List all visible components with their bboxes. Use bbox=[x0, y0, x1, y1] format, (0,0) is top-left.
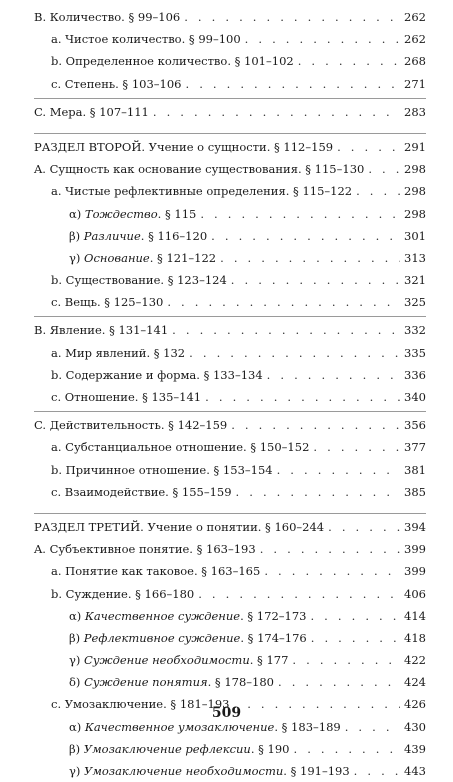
toc-entry[interactable] bbox=[34, 364, 426, 386]
toc-page-number: 325 bbox=[404, 295, 426, 310]
toc-entry-title: Качественное умозаключение bbox=[84, 719, 275, 734]
toc-entry[interactable] bbox=[34, 481, 426, 503]
toc-entry-marker: γ) bbox=[69, 764, 81, 778]
toc-entry-label: a. Чистые рефлективные определения. § 115–122 bbox=[51, 184, 353, 199]
toc-entry-label bbox=[69, 247, 216, 269]
dot-leader bbox=[184, 6, 400, 28]
toc-entry-paragraphs: . § 115 bbox=[157, 206, 197, 221]
toc-entry-paragraphs: . § 172–173 bbox=[240, 608, 307, 623]
toc-entry-paragraphs: . § 121–122 bbox=[149, 250, 217, 265]
toc-entry-title: Умозаключение рефлексии bbox=[83, 741, 251, 756]
toc-entry-title: Тождество bbox=[84, 206, 158, 221]
toc-entry-label: РАЗДЕЛ ТРЕТИЙ. Учение о понятии. § 160–244 bbox=[34, 519, 325, 534]
toc-entry-label: b. Существование. § 123–124 bbox=[51, 273, 227, 288]
toc-entry[interactable] bbox=[34, 560, 426, 582]
toc-page-number: 335 bbox=[404, 345, 426, 360]
toc-entry-title: Суждение необходимости bbox=[84, 653, 250, 668]
toc-entry-label: A. Субъективное понятие. § 163–193 bbox=[34, 542, 256, 557]
toc-page-number: 406 bbox=[404, 586, 426, 601]
toc-entry-label: b. Суждение. § 166–180 bbox=[51, 586, 195, 601]
toc-page-number: 394 bbox=[404, 519, 426, 534]
toc-page-number: 336 bbox=[404, 367, 426, 382]
toc-entry-label bbox=[69, 738, 290, 760]
toc-page-number: 271 bbox=[404, 76, 426, 91]
toc-entry-label: c. Взаимодействие. § 155–159 bbox=[51, 484, 232, 499]
toc-entry[interactable] bbox=[34, 180, 426, 202]
toc-entry-label: c. Степень. § 103–106 bbox=[51, 76, 182, 91]
toc-entry-label: c. Умозаключение. § 181–193 bbox=[51, 697, 230, 712]
toc-entry-marker: γ) bbox=[69, 250, 81, 265]
toc-entry-label bbox=[69, 671, 274, 693]
dot-leader bbox=[356, 180, 400, 202]
toc-page-number: 443 bbox=[404, 764, 426, 778]
toc-entry-marker: β) bbox=[69, 228, 81, 243]
dot-leader bbox=[211, 225, 400, 247]
toc-entry-marker: α) bbox=[69, 206, 82, 221]
toc-entry-label: c. Отношение. § 135–141 bbox=[51, 390, 202, 404]
toc-entry-label: a. Понятие как таковое. § 163–165 bbox=[51, 564, 261, 579]
toc-entry-title: Умозаключение необходимости bbox=[84, 764, 284, 778]
toc-page-number: 268 bbox=[404, 54, 426, 69]
toc-page-number: 381 bbox=[404, 462, 426, 477]
dot-leader bbox=[292, 649, 400, 671]
toc-entry-label: A. Сущность как основание существования. § 115–130 bbox=[34, 162, 365, 177]
dot-leader bbox=[267, 364, 400, 386]
section-divider bbox=[34, 513, 426, 514]
section-divider bbox=[34, 98, 426, 99]
toc-entry-label: b. Причинное отношение. § 153–154 bbox=[51, 462, 273, 477]
toc-page-number: 385 bbox=[404, 484, 426, 499]
toc-entry[interactable] bbox=[34, 342, 426, 364]
toc-entry[interactable] bbox=[34, 136, 426, 158]
toc-entry[interactable] bbox=[34, 649, 426, 671]
dot-leader bbox=[231, 414, 400, 436]
toc-page-number: 262 bbox=[404, 32, 426, 47]
toc-page-number: 422 bbox=[404, 653, 426, 668]
toc-entry-paragraphs: . § 183–189 bbox=[274, 719, 341, 734]
toc-entry[interactable] bbox=[34, 414, 426, 436]
section-divider bbox=[34, 316, 426, 317]
toc-page-number: 283 bbox=[404, 104, 426, 119]
toc-entry[interactable] bbox=[34, 247, 426, 269]
toc-entry-label: РАЗДЕЛ ВТОРОЙ. Учение о сущности. § 112–159 bbox=[34, 139, 334, 154]
toc-entry-label: C. Мера. § 107–111 bbox=[34, 104, 149, 119]
section-divider bbox=[34, 133, 426, 134]
toc-entry[interactable] bbox=[34, 516, 426, 538]
dot-leader bbox=[337, 136, 400, 158]
dot-leader bbox=[167, 291, 400, 313]
toc-page-number: 399 bbox=[404, 564, 426, 579]
dot-leader bbox=[354, 760, 400, 782]
toc-entry-label: B. Количество. § 99–106 bbox=[34, 10, 181, 24]
toc-page-number: 426 bbox=[404, 697, 426, 712]
table-of-contents bbox=[34, 6, 426, 782]
toc-entry[interactable] bbox=[34, 50, 426, 72]
toc-entry[interactable] bbox=[34, 605, 426, 627]
dot-leader bbox=[298, 50, 400, 72]
toc-entry-title: Рефлективное суждение bbox=[83, 630, 241, 645]
dot-leader bbox=[198, 583, 400, 605]
toc-entry[interactable] bbox=[34, 627, 426, 649]
toc-entry-label bbox=[69, 649, 288, 671]
dot-leader bbox=[278, 671, 400, 693]
toc-entry[interactable] bbox=[34, 203, 426, 225]
toc-page-number: 418 bbox=[404, 630, 426, 645]
toc-entry[interactable] bbox=[34, 158, 426, 180]
toc-entry[interactable] bbox=[34, 225, 426, 247]
toc-entry-marker: δ) bbox=[69, 675, 81, 690]
toc-entry-title: Качественное суждение bbox=[84, 608, 241, 623]
toc-page-number: 301 bbox=[404, 228, 426, 243]
dot-leader bbox=[310, 605, 400, 627]
toc-entry-paragraphs: . § 178–180 bbox=[207, 675, 274, 690]
toc-entry-paragraphs: . § 191–193 bbox=[283, 764, 350, 778]
toc-entry-paragraphs: . § 174–176 bbox=[240, 630, 307, 645]
toc-entry[interactable] bbox=[34, 269, 426, 291]
toc-entry-paragraphs: . § 177 bbox=[249, 653, 289, 668]
dot-leader bbox=[172, 319, 400, 341]
toc-entry-label bbox=[69, 225, 207, 247]
toc-page-number: 377 bbox=[404, 440, 426, 455]
toc-entry-label: b. Содержание и форма. § 133–134 bbox=[51, 367, 263, 382]
toc-entry-marker: α) bbox=[69, 608, 82, 623]
toc-page-number: 430 bbox=[404, 719, 426, 734]
toc-page-number: 414 bbox=[404, 608, 426, 623]
toc-page-number: 332 bbox=[404, 323, 426, 338]
toc-entry[interactable] bbox=[34, 738, 426, 760]
toc-entry-label: c. Вещь. § 125–130 bbox=[51, 295, 164, 310]
dot-leader bbox=[245, 28, 400, 50]
toc-entry-label bbox=[69, 605, 306, 627]
toc-entry-marker: α) bbox=[69, 719, 82, 734]
dot-leader bbox=[313, 436, 400, 458]
dot-leader bbox=[220, 247, 400, 269]
toc-entry[interactable] bbox=[34, 583, 426, 605]
toc-entry-label bbox=[69, 203, 196, 225]
dot-leader bbox=[185, 73, 400, 95]
toc-entry-paragraphs: . § 116–120 bbox=[140, 228, 208, 243]
toc-page-number: 313 bbox=[404, 250, 426, 265]
dot-leader bbox=[189, 342, 400, 364]
toc-page-number: 321 bbox=[404, 273, 426, 288]
dot-leader bbox=[264, 560, 400, 582]
dot-leader bbox=[368, 158, 400, 180]
toc-entry[interactable] bbox=[34, 319, 426, 341]
toc-entry[interactable] bbox=[34, 28, 426, 50]
dot-leader bbox=[200, 203, 400, 225]
toc-page-number: 291 bbox=[404, 139, 426, 154]
toc-entry[interactable] bbox=[34, 6, 426, 28]
dot-leader bbox=[205, 386, 400, 408]
toc-entry-label: C. Действительность. § 142–159 bbox=[34, 418, 228, 433]
toc-entry-label: b. Определенное количество. § 101–102 bbox=[51, 54, 294, 69]
toc-entry-label: a. Субстанциальное отношение. § 150–152 bbox=[51, 440, 310, 455]
toc-entry-label: B. Явление. § 131–141 bbox=[34, 323, 169, 338]
toc-page-number: 262 bbox=[404, 10, 426, 24]
toc-entry-marker: β) bbox=[69, 630, 81, 645]
toc-entry-label: a. Мир явлений. § 132 bbox=[51, 345, 186, 360]
toc-entry[interactable] bbox=[34, 73, 426, 95]
dot-leader bbox=[294, 738, 401, 760]
toc-page-number: 298 bbox=[404, 162, 426, 177]
dot-leader bbox=[328, 516, 400, 538]
toc-entry-title: Различие bbox=[83, 228, 141, 243]
toc-entry-label bbox=[69, 627, 307, 649]
toc-page-number: 439 bbox=[404, 741, 426, 756]
toc-entry[interactable] bbox=[34, 101, 426, 123]
toc-entry-marker: γ) bbox=[69, 653, 81, 668]
dot-leader bbox=[231, 269, 400, 291]
dot-leader bbox=[153, 101, 400, 123]
toc-entry-label bbox=[69, 760, 350, 782]
toc-entry[interactable] bbox=[34, 386, 426, 408]
dot-leader bbox=[236, 481, 400, 503]
toc-page-number: 356 bbox=[404, 418, 426, 433]
toc-entry[interactable] bbox=[34, 538, 426, 560]
dot-leader bbox=[260, 538, 400, 560]
toc-entry-paragraphs: . § 190 bbox=[250, 741, 290, 756]
toc-page-number: 298 bbox=[404, 206, 426, 221]
toc-entry[interactable] bbox=[34, 459, 426, 481]
toc-entry-title: Основание bbox=[84, 250, 150, 265]
dot-leader bbox=[311, 627, 400, 649]
toc-page-number: 298 bbox=[404, 184, 426, 199]
toc-entry[interactable] bbox=[34, 760, 426, 782]
toc-page-number: 340 bbox=[404, 390, 426, 404]
page-number: 509 bbox=[211, 705, 242, 721]
toc-entry[interactable] bbox=[34, 436, 426, 458]
section-divider bbox=[34, 411, 426, 412]
toc-entry[interactable] bbox=[34, 671, 426, 693]
toc-entry[interactable] bbox=[34, 291, 426, 313]
toc-entry-title: Суждение понятия bbox=[84, 675, 208, 690]
dot-leader bbox=[277, 459, 400, 481]
toc-entry-label: a. Чистое количество. § 99–100 bbox=[51, 32, 241, 47]
toc-page-number: 424 bbox=[404, 675, 426, 690]
toc-page-number: 399 bbox=[404, 542, 426, 557]
toc-entry-marker: β) bbox=[69, 741, 81, 756]
